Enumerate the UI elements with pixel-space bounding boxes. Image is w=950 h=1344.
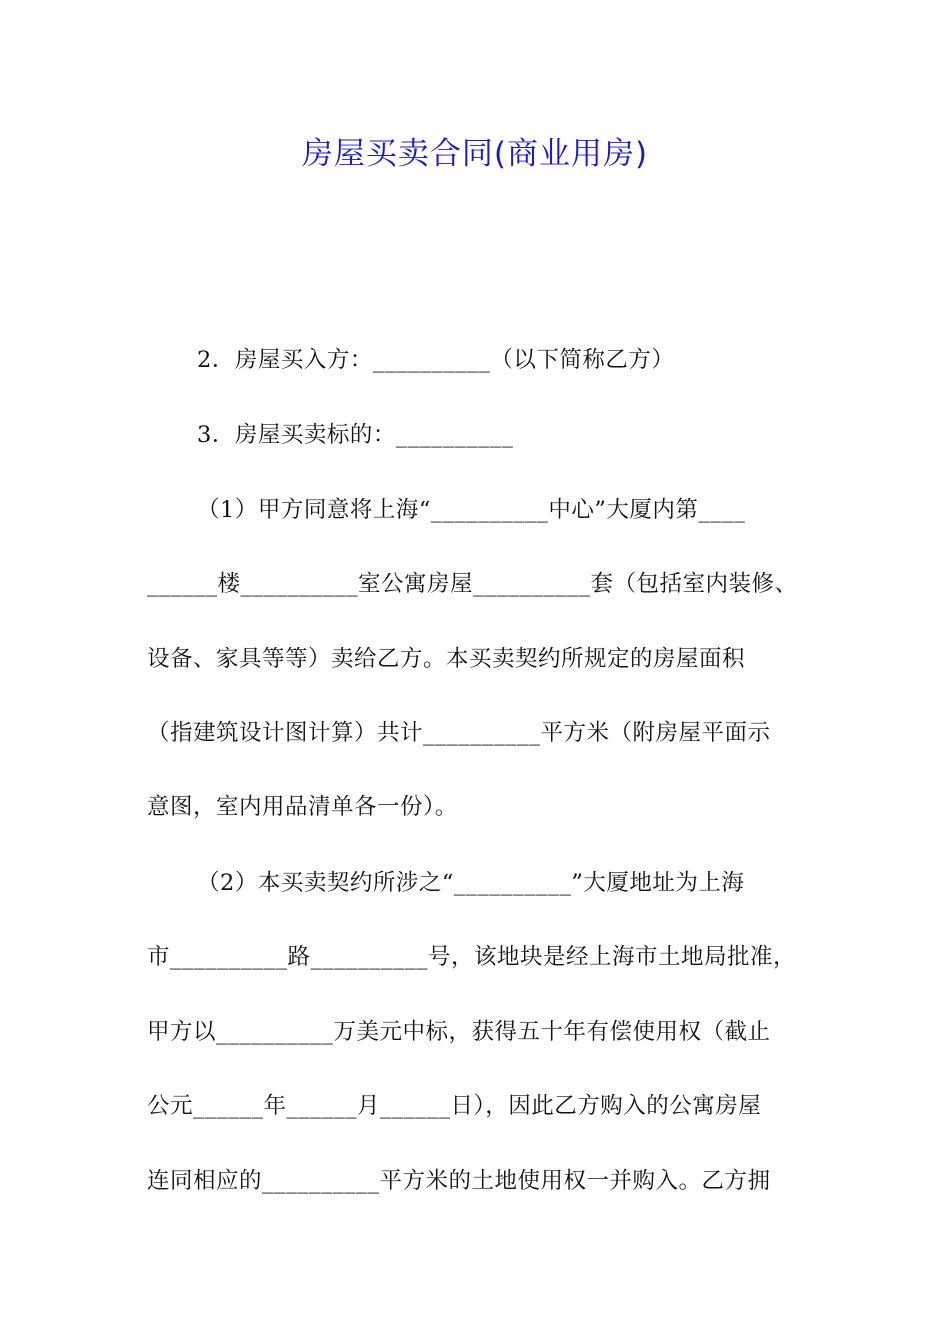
paragraph-line: （1）甲方同意将上海“__________中心”大厦内第____ — [197, 497, 746, 523]
paragraph-line: 设备、家具等等）卖给乙方。本买卖契约所规定的房屋面积 — [147, 646, 746, 672]
document-title: 房屋买卖合同(商业用房) — [301, 136, 649, 172]
paragraph-line: 公元______年______月______日），因此乙方购入的公寓房屋 — [147, 1093, 762, 1119]
paragraph-line: ______楼__________室公寓房屋__________套（包括室内装修、 — [147, 571, 798, 597]
paragraph-line: （指建筑设计图计算）共计__________平方米（附房屋平面示 — [147, 720, 771, 746]
paragraph-line: 市__________路__________号，该地块是经上海市土地局批准， — [147, 944, 797, 970]
clause-subject-line: 3．房屋买卖标的：__________ — [197, 422, 514, 448]
paragraph-line: 连同相应的__________平方米的土地使用权一并购入。乙方拥 — [147, 1168, 771, 1194]
clause-buyer-line: 2．房屋买入方：__________（以下简称乙方） — [197, 347, 675, 373]
paragraph-line: 甲方以__________万美元中标，获得五十年有偿使用权（截止 — [147, 1019, 771, 1045]
paragraph-line: 意图，室内用品清单各一份）。 — [147, 794, 458, 820]
paragraph-line: （2）本买卖契约所涉之“__________”大厦地址为上海 — [197, 870, 745, 896]
